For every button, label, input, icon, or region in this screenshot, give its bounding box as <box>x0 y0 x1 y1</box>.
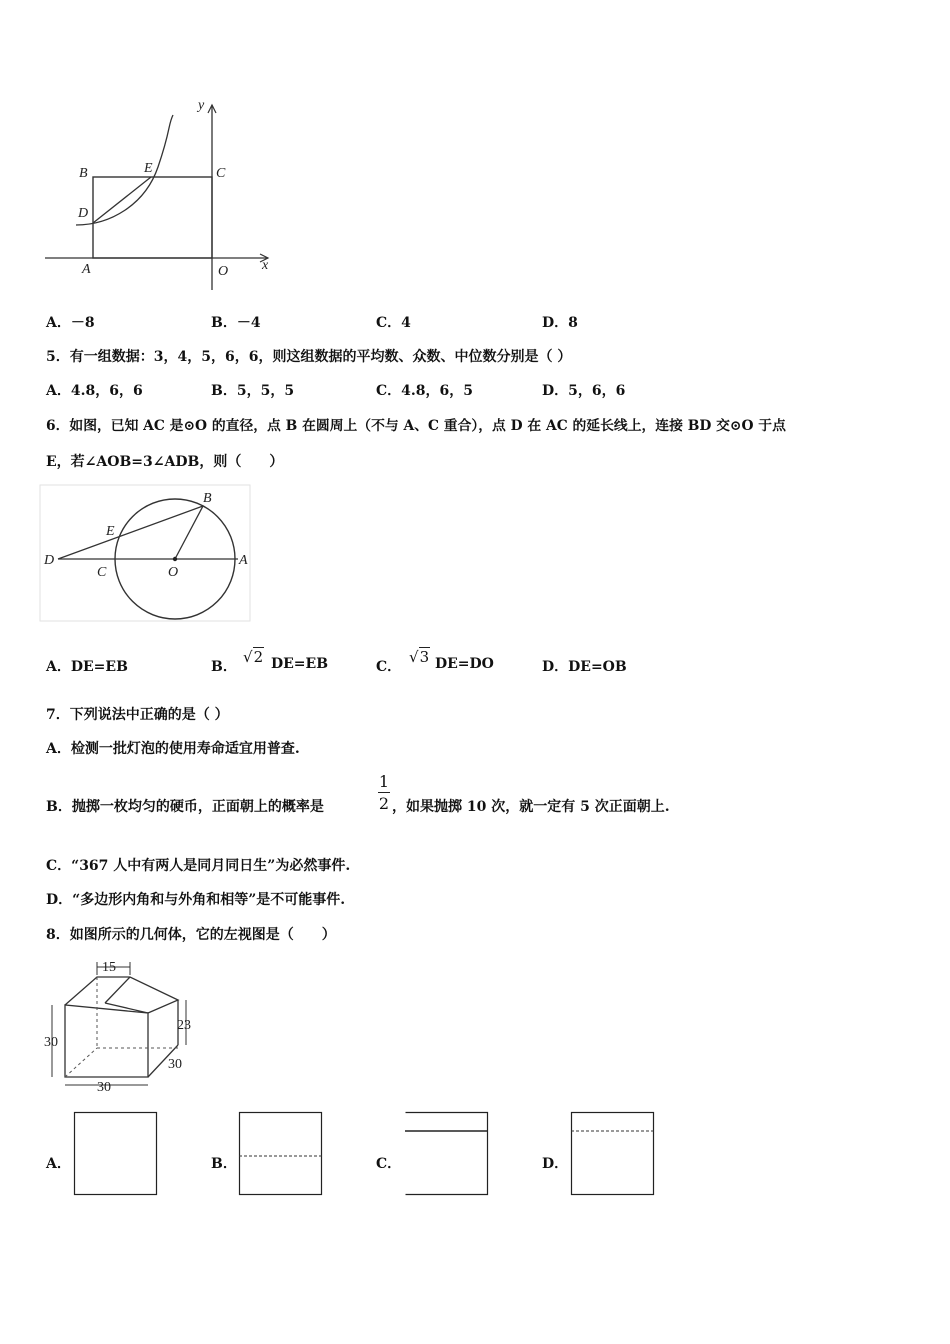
q5-option-b[interactable]: B．5，5，5 <box>211 383 295 399</box>
q7-option-b[interactable]: B．抛掷一枚均匀的硬币，正面朝上的概率是 <box>46 799 324 815</box>
q8-option-a-letter[interactable]: A． <box>46 1156 71 1172</box>
square-outline <box>75 1113 157 1195</box>
line-db <box>58 506 203 559</box>
center-point <box>173 557 177 561</box>
label-o: O <box>168 565 179 580</box>
label-o: O <box>218 264 229 279</box>
dim-left-label: 30 <box>44 1035 58 1050</box>
dim-top-label: 15 <box>102 960 116 975</box>
hidden-depth <box>65 1048 97 1077</box>
q7-option-d[interactable]: D．“多边形内角和与外角和相等”是不可能事件. <box>46 892 346 908</box>
q8-solid-figure <box>40 955 210 1095</box>
cut-edge-1 <box>105 977 130 1003</box>
dim-bottom-label: 30 <box>97 1080 111 1095</box>
label-e: E <box>144 161 153 176</box>
segment-de <box>93 177 151 223</box>
q8-option-c-letter[interactable]: C． <box>376 1156 402 1172</box>
fraction-bar <box>378 792 390 793</box>
q5-option-c[interactable]: C．4.8，6，5 <box>376 383 473 399</box>
partial-outline <box>406 1113 488 1195</box>
square-outline <box>572 1113 654 1195</box>
q8-option-a-view[interactable] <box>74 1112 158 1196</box>
q8-option-b-view[interactable] <box>239 1112 323 1196</box>
label-a: A <box>82 262 91 277</box>
label-y: y <box>198 98 205 113</box>
label-a: A <box>239 553 248 568</box>
q4-option-d[interactable]: D．8 <box>542 315 578 331</box>
q6-option-c[interactable]: C． <box>376 659 402 675</box>
q4-figure <box>40 95 280 295</box>
q4-option-a[interactable]: A．－8 <box>46 315 95 331</box>
label-c: C <box>216 166 226 181</box>
fraction-numerator: 1 <box>378 772 390 791</box>
q8-stem: 8．如图所示的几何体，它的左视图是（ ） <box>46 927 336 943</box>
q6-option-c-text: DE=DO <box>435 656 494 672</box>
q6-stem-line1: 6．如图，已知 AC 是⊙O 的直径，点 B 在圆周上（不与 A、C 重合），点 D 在 AC 的延长线上，连接 BD 交⊙O 于点 <box>46 418 786 434</box>
hyperbola-curve <box>76 115 173 225</box>
label-d: D <box>44 553 55 568</box>
label-e: E <box>106 524 115 539</box>
square-outline <box>240 1113 322 1195</box>
q5-option-d[interactable]: D．5，6，6 <box>542 383 626 399</box>
q6-figure <box>40 485 255 625</box>
label-b: B <box>203 491 212 506</box>
sqrt-3: √3 <box>409 648 430 666</box>
q6-option-a[interactable]: A．DE=EB <box>46 659 128 675</box>
label-d: D <box>78 206 89 221</box>
dim-right-label: 23 <box>177 1018 191 1033</box>
q8-option-d-letter[interactable]: D． <box>542 1156 569 1172</box>
q6-option-b[interactable]: B． <box>211 659 237 675</box>
front-face <box>65 1005 148 1077</box>
radicand: 3 <box>419 648 430 666</box>
q4-option-b[interactable]: B．－4 <box>211 315 261 331</box>
q4-option-c[interactable]: C．4 <box>376 315 411 331</box>
label-x: x <box>262 258 269 273</box>
q5-stem: 5．有一组数据：3，4，5，6，6，则这组数据的平均数、众数、中位数分别是（ ） <box>46 349 572 365</box>
top-edges <box>65 977 178 1013</box>
q7-option-b-rest: ，如果抛掷 10 次，就一定有 5 次正面朝上. <box>392 799 670 815</box>
q7-option-c[interactable]: C．“367 人中有两人是同月同日生”为必然事件. <box>46 858 351 874</box>
q8-option-d-view[interactable] <box>571 1112 655 1196</box>
radicand: 2 <box>253 648 264 666</box>
q7-option-a[interactable]: A．检测一批灯泡的使用寿命适宜用普查. <box>46 741 300 757</box>
q6-stem-line2: E，若∠AOB=3∠ADB，则（ ） <box>46 454 284 470</box>
dim-depth-label: 30 <box>168 1057 182 1072</box>
line-ob <box>175 506 203 559</box>
q8-option-c-view[interactable] <box>405 1112 489 1196</box>
q8-option-b-letter[interactable]: B． <box>211 1156 237 1172</box>
fraction-one-half <box>376 772 392 813</box>
q6-option-d[interactable]: D．DE=OB <box>542 659 627 675</box>
q5-option-a[interactable]: A．4.8，6，6 <box>46 383 143 399</box>
q6-option-b-text: DE=EB <box>271 656 329 672</box>
label-c: C <box>97 565 107 580</box>
sqrt-2: √2 <box>243 648 264 666</box>
label-b: B <box>79 166 88 181</box>
fraction-denominator: 2 <box>378 794 390 813</box>
q7-stem: 7．下列说法中正确的是（ ） <box>46 707 229 723</box>
